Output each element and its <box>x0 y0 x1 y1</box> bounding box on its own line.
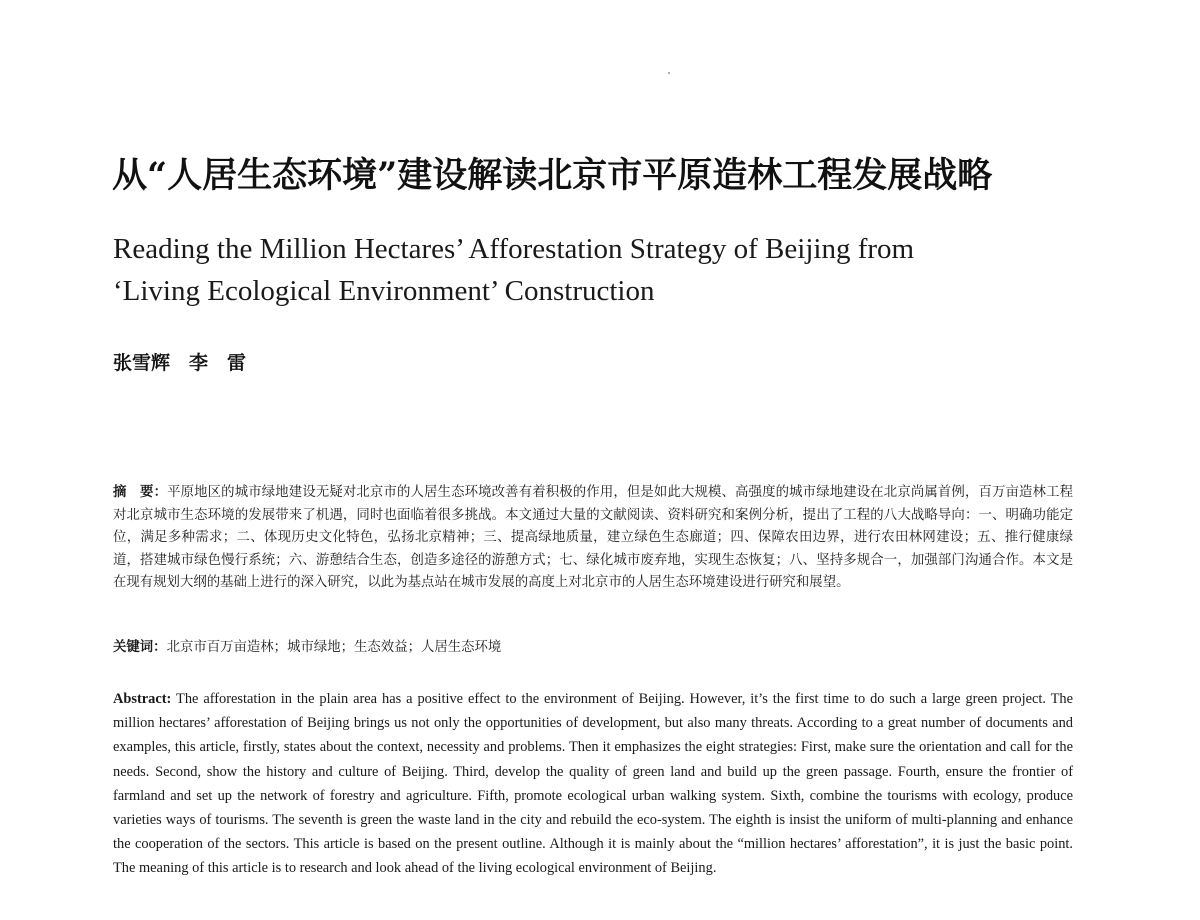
authors: 张雪辉 李 雷 <box>113 352 247 374</box>
english-title-line-2: ‘Living Ecological Environment’ Construction <box>113 275 655 307</box>
chinese-abstract-label: 摘 要： <box>113 485 168 500</box>
chinese-abstract <box>113 482 1073 595</box>
scan-speck <box>668 72 670 74</box>
chinese-title: 从“人居生态环境”建设解读北京市平原造林工程发展战略 <box>112 155 993 196</box>
chinese-keywords-label: 关键词： <box>113 640 167 655</box>
english-abstract-label: Abstract: <box>113 691 172 707</box>
english-title-line-1: Reading the Million Hectares’ Afforestation Strategy of Beijing from <box>113 233 915 265</box>
english-abstract <box>113 687 1073 881</box>
english-abstract-text: The afforestation in the plain area has a positive effect to the environment of Beijing. However, it’s the first time to do such a large green project. The million hectares’ afforestation of Beijing brings us not only the opportunities of development, but also many threats. According to a great number of documents and examples, this article, firstly, states about the context, necessity and problems. Then it emphasizes the eight strategies: First, make sure the orientation and call for the needs. Second, show the history and culture of Beijing. Third, develop the quality of green land and build up the green passage. Fourth, ensure the frontier of farmland and set up the network of forestry and agriculture. Fifth, promote ecological urban walking system. Sixth, combine the tourisms with ecology, produce varieties ways of tourisms. The seventh is green the waste land in the city and rebuild the eco-system. The eighth is insist the uniform of multi-planning and enhance the cooperation of the sectors. This article is based on the present outline. Although it is mainly about the “million hectares’ afforestation”, it is just the basic point. The meaning of this article is to research and look ahead of the living ecological environment of Beijing. <box>113 691 1073 877</box>
chinese-abstract-text: 平原地区的城市绿地建设无疑对北京市的人居生态环境改善有着积极的作用，但是如此大规模、高强度的城市绿地建设在北京尚属首例，百万亩造林工程对北京城市生态环境的发展带来了机遇，同时也面临着很多挑战。本文通过大量的文献阅读、资料研究和案例分析，提出了工程的八大战略导向：一、明确功能定位，满足多种需求；二、体现历史文化特色，弘扬北京精神；三、提高绿地质量，建立绿色生态廊道；四、保障农田边界，进行农田林网建设；五、推行健康绿道，搭建城市绿色慢行系统；六、游憩结合生态，创造多途径的游憩方式；七、绿化城市废弃地，实现生态恢复；八、坚持多规合一，加强部门沟通合作。本文是在现有规划大纲的基础上进行的深入研究，以此为基点站在城市发展的高度上对北京市的人居生态环境建设进行研究和展望。 <box>113 485 1073 590</box>
english-title <box>113 228 1093 312</box>
chinese-keywords <box>113 637 1073 659</box>
chinese-keywords-text: 北京市百万亩造林；城市绿地；生态效益；人居生态环境 <box>166 640 502 655</box>
